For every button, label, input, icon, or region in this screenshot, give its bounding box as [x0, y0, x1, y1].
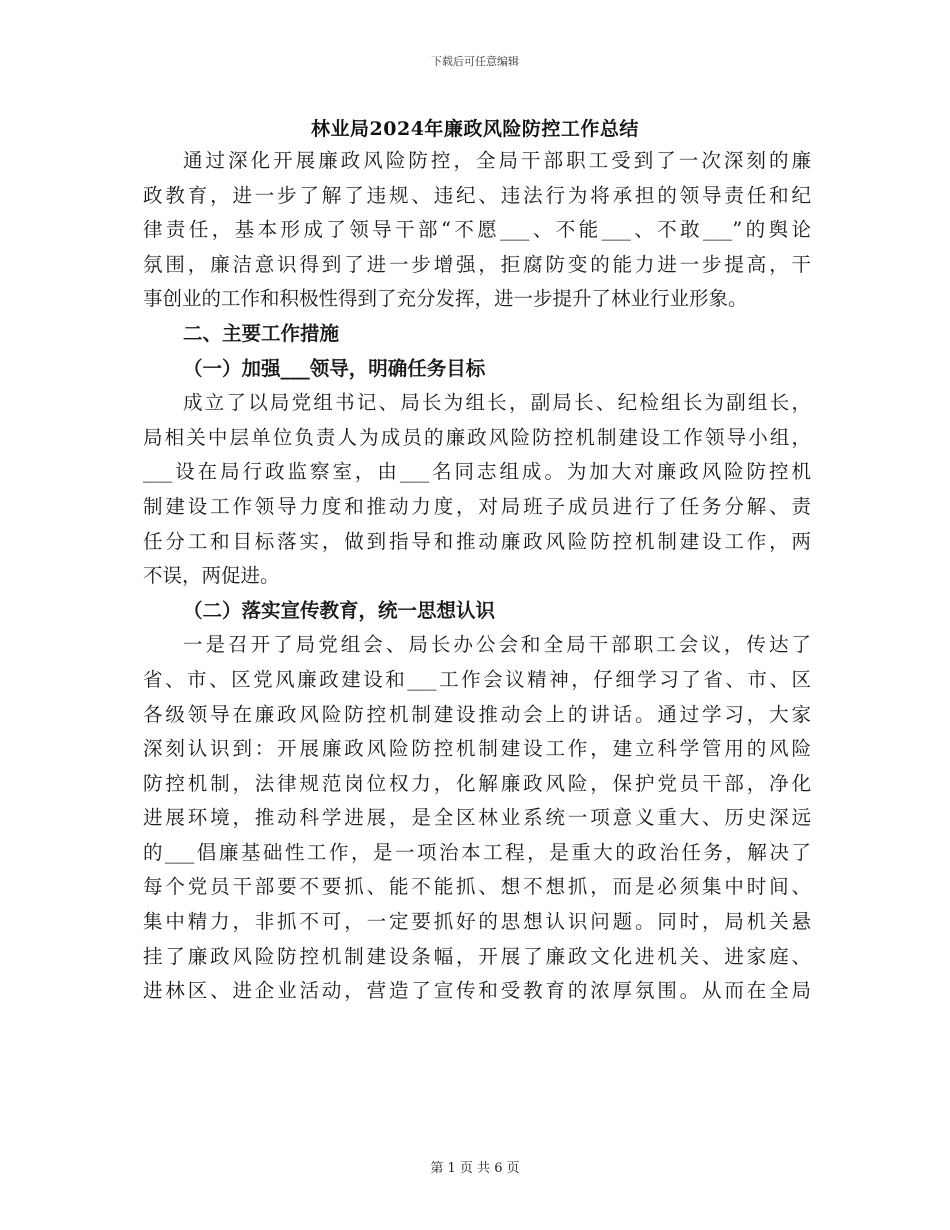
paragraph-leadership: [143, 386, 811, 594]
text-line: ___设在局行政监察室，由___名同志组成。为加大对廉政风险防控机: [143, 460, 811, 484]
text-line: 事创业的工作和积极性得到了充分发挥，进一步提升了林业行业形象。: [143, 287, 748, 311]
text-line: 氛围，廉洁意识得到了进一步增强，拒腐防变的能力进一步提高，干: [143, 252, 811, 276]
text-line: 律责任，基本形成了领导干部“不愿___、不能___、不敢___”的舆论: [143, 218, 811, 242]
text-line: 局相关中层单位负责人为成员的廉政风险防控机制建设工作领导小组，: [143, 425, 811, 449]
text-line: 制建设工作领导力度和推动力度，对局班子成员进行了任务分解、责: [143, 494, 811, 518]
text-line: 一是召开了局党组会、局长办公会和全局干部职工会议，传达了: [183, 633, 811, 657]
text-line: 深刻认识到：开展廉政风险防控机制建设工作，建立科学管用的风险: [143, 737, 811, 761]
paragraph-education: [143, 628, 811, 1009]
text-line: 每个党员干部要不要抓、能不能抓、想不想抓，而是必须集中时间、: [143, 875, 811, 899]
section-heading: 二、主要工作措施: [183, 321, 340, 345]
paragraph-intro: [143, 144, 811, 317]
header-note: 下载后可任意编辑: [431, 55, 519, 68]
text-line: 省、市、区党风廉政建设和___工作会议精神，仔细学习了省、市、区: [143, 667, 811, 691]
text-line: 进林区、进企业活动，营造了宣传和受教育的浓厚氛围。从而在全局: [143, 979, 811, 1003]
text-line: 进展环境，推动科学进展，是全区林业系统一项意义重大、历史深远: [143, 806, 811, 830]
text-line: 不误，两促进。: [143, 564, 280, 588]
text-line: 政教育，进一步了解了违规、违纪、违法行为将承担的领导责任和纪: [143, 183, 811, 207]
document-title: 林业局2024年廉政风险防控工作总结: [311, 118, 639, 140]
text-line: 各级领导在廉政风险防控机制建设推动会上的讲话。通过学习，大家: [143, 702, 811, 726]
subsection-heading: （一）加强___领导，明确任务目标: [183, 356, 486, 380]
text-line: 通过深化开展廉政风险防控，全局干部职工受到了一次深刻的廉: [183, 149, 811, 172]
document-body: [143, 144, 811, 1009]
text-line: 挂了廉政风险防控机制建设条幅，开展了廉政文化进机关、进家庭、: [143, 944, 811, 968]
subsection-heading: （二）落实宣传教育，统一思想认识: [183, 598, 496, 622]
text-line: 任分工和目标落实，做到指导和推动廉政风险防控机制建设工作，两: [143, 529, 811, 553]
text-line: 集中精力，非抓不可，一定要抓好的思想认识问题。同时，局机关悬: [143, 910, 811, 934]
page-number-footer: 第 1 页 共 6 页: [430, 1161, 520, 1176]
text-line: 防控机制，法律规范岗位权力，化解廉政风险，保护党员干部，净化: [143, 771, 811, 795]
text-line: 的___倡廉基础性工作，是一项治本工程，是重大的政治任务，解决了: [143, 840, 811, 864]
text-line: 成立了以局党组书记、局长为组长，副局长、纪检组长为副组长，: [183, 391, 811, 415]
